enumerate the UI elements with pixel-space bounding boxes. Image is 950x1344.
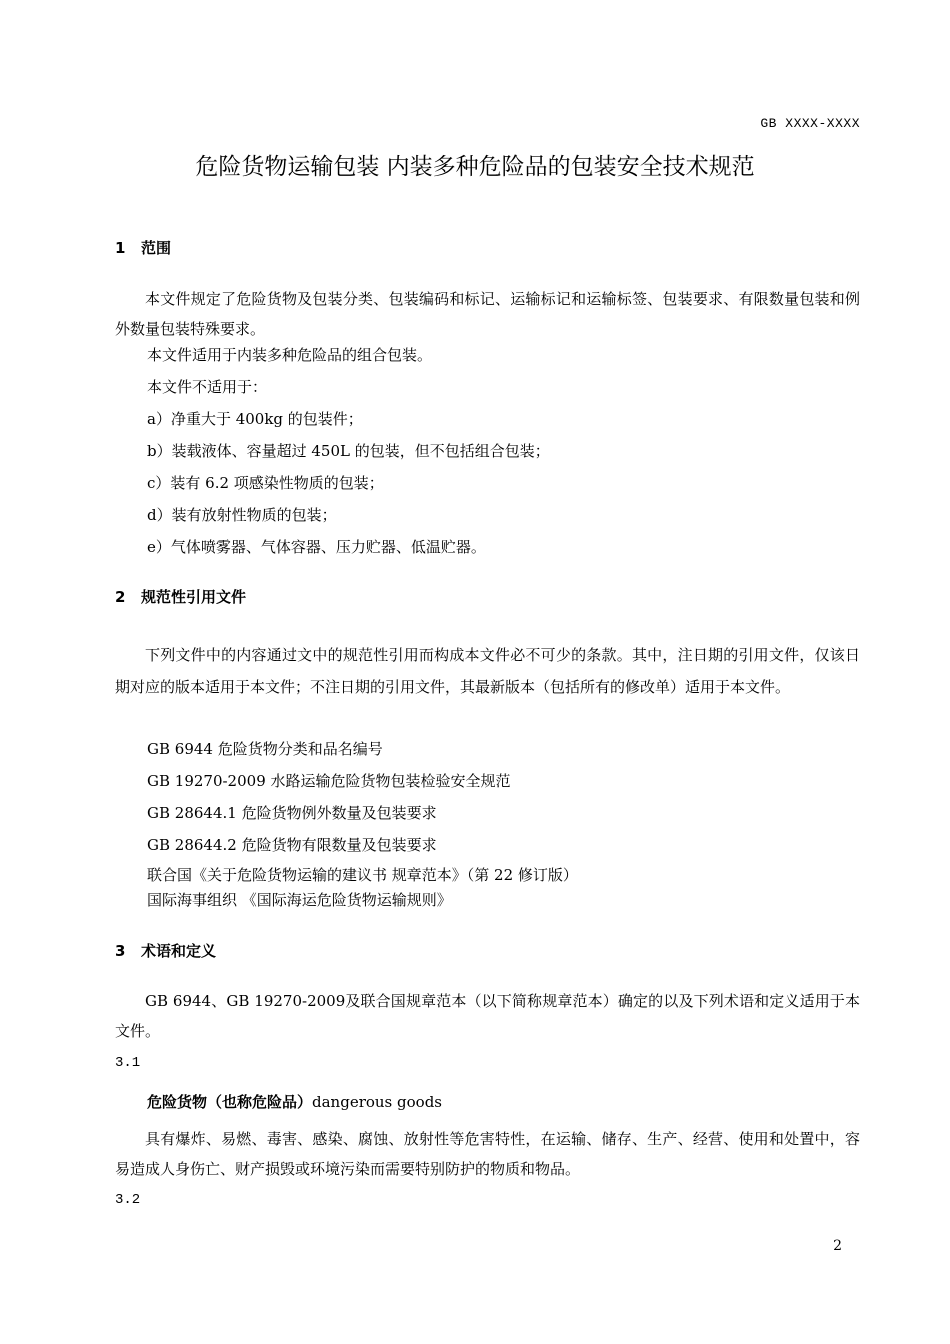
section-heading-scope [115,238,171,258]
exclusion-item: d）装有放射性物质的包装； [147,506,337,524]
exclusion-item: e）气体喷雾器、气体容器、压力贮器、低温贮器。 [147,538,486,556]
clause-number: 3.1 [115,1055,141,1071]
term-definition: 具有爆炸、易燃、毒害、感染、腐蚀、放射性等危害特性，在运输、储存、生产、经营、使用和处置中，容易造成人身伤亡、财产损毁或环境污染而需要特别防护的物质和物品。 [115,1130,860,1178]
standard-number: GB XXXX-XXXX [760,116,860,131]
scope-paragraph: 本文件规定了危险货物及包装分类、包装编码和标记、运输标记和运输标签、包装要求、有限数量包装和例外数量包装特殊要求。 [115,290,860,338]
reference-document: GB 28644.1 危险货物例外数量及包装要求 [147,804,437,822]
reference-document: 国际海事组织 《国际海运危险货物运输规则》 [147,891,452,909]
scope-exclusion-intro: 本文件不适用于： [147,378,268,396]
term-entry [147,1092,442,1113]
exclusion-item: a）净重大于 400kg 的包装件； [147,410,363,428]
section-title: 范围 [141,239,172,257]
reference-document: GB 6944 危险货物分类和品名编号 [147,740,383,758]
section-number: 1 [115,239,126,257]
term-chinese: 危险货物（也称危险品） [147,1093,313,1111]
exclusion-item: b）装载液体、容量超过 450L 的包装，但不包括组合包装； [147,442,550,460]
section-number: 3 [115,942,126,960]
term-english: dangerous goods [312,1093,442,1111]
exclusion-item: c）装有 6.2 项感染性物质的包装； [147,474,384,492]
section-title: 规范性引用文件 [141,588,247,606]
page-number: 2 [833,1238,842,1254]
section-heading-terms [115,941,216,961]
section-number: 2 [115,588,126,606]
scope-applicability: 本文件适用于内装多种危险品的组合包装。 [147,346,433,364]
reference-document: GB 28644.2 危险货物有限数量及包装要求 [147,836,437,854]
references-paragraph: 下列文件中的内容通过文中的规范性引用而构成本文件必不可少的条款。其中，注日期的引用文件，仅该日期对应的版本适用于本文件；不注日期的引用文件，其最新版本（包括所有的修改单）适用于本文件。 [115,646,860,696]
terms-paragraph: GB 6944、GB 19270-2009及联合国规章范本（以下简称规章范本）确定的以及下列术语和定义适用于本文件。 [115,992,860,1040]
section-title: 术语和定义 [141,942,217,960]
document-title: 危险货物运输包装 内装多种危险品的包装安全技术规范 [195,154,755,180]
section-heading-references [115,587,246,607]
reference-document: 联合国《关于危险货物运输的建议书 规章范本》（第 22 修订版） [147,866,578,884]
clause-number: 3.2 [115,1192,141,1208]
reference-document: GB 19270-2009 水路运输危险货物包装检验安全规范 [147,772,511,790]
